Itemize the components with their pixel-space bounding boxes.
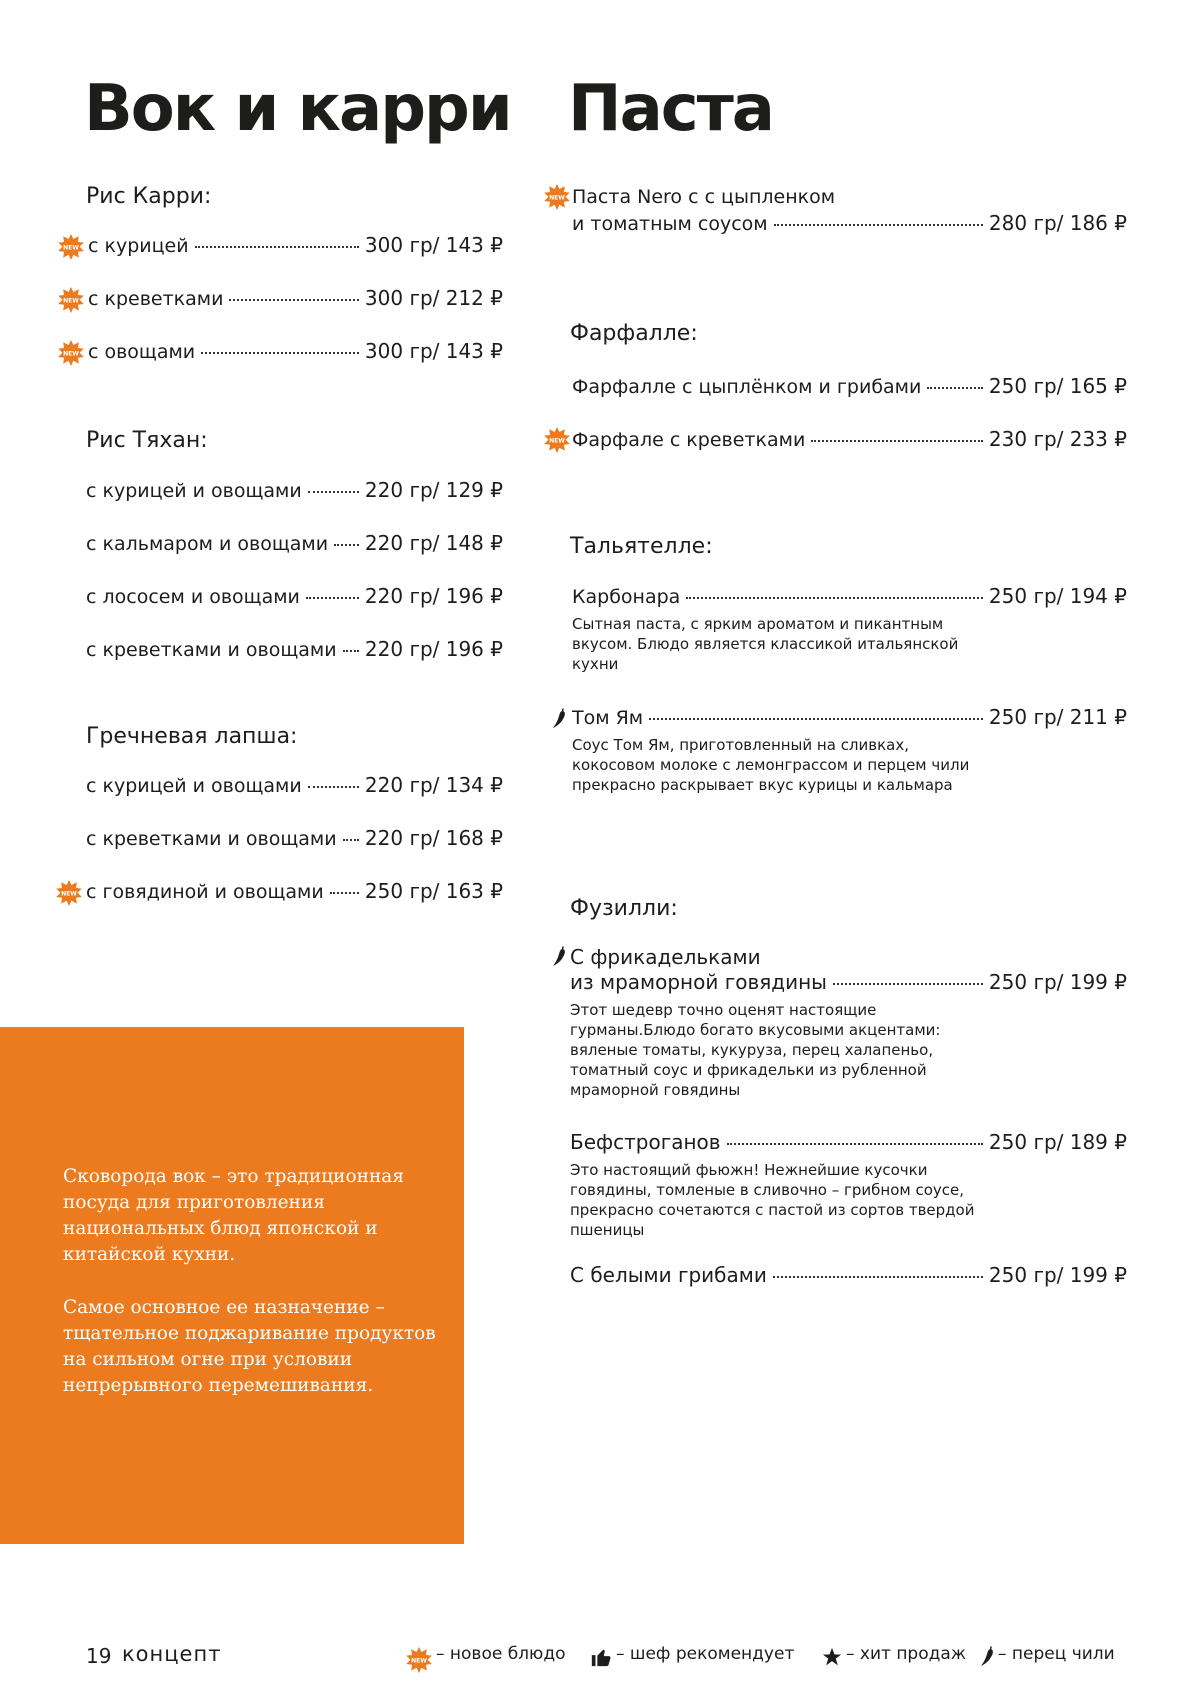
price: 220 гр/ 168 ₽: [364, 826, 503, 850]
price: 220 гр/ 196 ₽: [364, 637, 503, 661]
brand-logo: концепт: [122, 1642, 222, 1666]
menu-item[interactable]: и томатным соусом 280 гр/ 186 ₽: [572, 211, 1127, 235]
chili-icon: [980, 1645, 996, 1667]
tagliatelle-heading: Тальятелле:: [570, 534, 713, 559]
wok-title: Вок и карри: [84, 72, 511, 146]
price: 220 гр/ 134 ₽: [364, 773, 503, 797]
price: 300 гр/ 143 ₽: [364, 339, 503, 363]
wok-info-text-1: Сковорода вок – это традиционная посуда для приготовления национальных блюд японской и китайской кухни.: [63, 1166, 404, 1265]
pasta-title: Паста: [568, 72, 773, 146]
menu-item[interactable]: Фарфалле с цыплёнком и грибами 250 гр/ 165 ₽: [572, 374, 1127, 398]
item-description: Соус Том Ям, приготовленный на сливках, кокосовом молоке с лемонграссом и перцем чили прекрасно раскрывает вкус курицы и кальмара: [572, 736, 970, 794]
legend-hit: – хит продаж: [846, 1644, 967, 1664]
item-description: Сытная паста, с ярким ароматом и пикантным вкусом. Блюдо является классикой итальянской кухни: [572, 615, 959, 673]
star-icon: [822, 1647, 842, 1667]
new-dish-icon: [544, 184, 570, 210]
menu-item[interactable]: с креветками и овощами 220 гр/ 168 ₽: [86, 826, 503, 850]
price: 250 гр/ 163 ₽: [364, 879, 503, 903]
menu-item[interactable]: из мраморной говядины 250 гр/ 199 ₽: [570, 970, 1127, 994]
price: 230 гр/ 233 ₽: [988, 427, 1127, 451]
menu-item[interactable]: С белыми грибами 250 гр/ 199 ₽: [570, 1263, 1127, 1287]
menu-item[interactable]: с курицей и овощами 220 гр/ 129 ₽: [86, 478, 503, 502]
farfalle-heading: Фарфалле:: [570, 321, 698, 346]
wok-info-panel: [0, 1027, 464, 1544]
page-number: 19: [86, 1644, 112, 1668]
menu-item[interactable]: с кальмаром и овощами 220 гр/ 148 ₽: [86, 531, 503, 555]
chili-icon: [552, 945, 568, 967]
menu-item[interactable]: с курицей и овощами 220 гр/ 134 ₽: [86, 773, 503, 797]
wok-info-text-2: Самое основное ее назначение – тщательное поджаривание продуктов на сильном огне при условии непрерывного перемешивания.: [63, 1297, 436, 1396]
menu-item[interactable]: с овощами 300 гр/ 143 ₽: [88, 339, 503, 363]
new-dish-icon: [544, 427, 570, 453]
menu-item[interactable]: Том Ям 250 гр/ 211 ₽: [572, 705, 1127, 729]
menu-item[interactable]: с креветками 300 гр/ 212 ₽: [88, 286, 503, 310]
item-description: Этот шедевр точно оценят настоящие гурманы.Блюдо богато вкусовыми акцентами: вяленые томаты, кукуруза, перец халапеньо, томатный соус и фрикадельки из рубленной мраморной говядины: [570, 1001, 941, 1099]
price: 250 гр/ 189 ₽: [988, 1130, 1127, 1154]
menu-item[interactable]: с курицей 300 гр/ 143 ₽: [88, 233, 503, 257]
chili-icon: [552, 707, 568, 729]
new-dish-icon: [58, 234, 84, 260]
menu-item[interactable]: Фарфале с креветками 230 гр/ 233 ₽: [572, 427, 1127, 451]
price: 250 гр/ 199 ₽: [988, 970, 1127, 994]
price: 250 гр/ 211 ₽: [988, 705, 1127, 729]
price: 220 гр/ 148 ₽: [364, 531, 503, 555]
new-dish-icon: [58, 340, 84, 366]
price: 220 гр/ 129 ₽: [364, 478, 503, 502]
menu-item[interactable]: Бефстроганов 250 гр/ 189 ₽: [570, 1130, 1127, 1154]
item-description: Это настоящий фьюжн! Нежнейшие кусочки говядины, томленые в сливочно – грибном соусе, прекрасно сочетаются с пастой из сортов твердой пшеницы: [570, 1161, 975, 1239]
buckwheat-heading: Гречневая лапша:: [86, 724, 298, 749]
price: 300 гр/ 143 ₽: [364, 233, 503, 257]
fusilli-heading: Фузилли:: [570, 896, 678, 921]
meatballs-name: С фрикадельками: [570, 945, 761, 969]
thumbs-up-icon: [590, 1646, 612, 1668]
legend-chili: – перец чили: [998, 1644, 1115, 1664]
menu-item[interactable]: с говядиной и овощами 250 гр/ 163 ₽: [86, 879, 503, 903]
price: 300 гр/ 212 ₽: [364, 286, 503, 310]
price: 280 гр/ 186 ₽: [988, 211, 1127, 235]
price: 250 гр/ 165 ₽: [988, 374, 1127, 398]
menu-item[interactable]: с лососем и овощами 220 гр/ 196 ₽: [86, 584, 503, 608]
menu-item[interactable]: Карбонара 250 гр/ 194 ₽: [572, 584, 1127, 608]
legend-new: – новое блюдо: [436, 1644, 566, 1664]
price: 220 гр/ 196 ₽: [364, 584, 503, 608]
new-dish-icon: [58, 287, 84, 313]
menu-item[interactable]: с креветками и овощами 220 гр/ 196 ₽: [86, 637, 503, 661]
legend-chef: – шеф рекомендует: [616, 1644, 795, 1664]
price: 250 гр/ 199 ₽: [988, 1263, 1127, 1287]
tyahan-heading: Рис Тяхан:: [86, 428, 208, 453]
new-dish-icon: [406, 1647, 432, 1673]
curry-heading: Рис Карри:: [86, 184, 212, 209]
price: 250 гр/ 194 ₽: [988, 584, 1127, 608]
new-dish-icon: [56, 880, 82, 906]
pasta-nero-name: Паста Nero с с цыпленком: [572, 186, 836, 208]
